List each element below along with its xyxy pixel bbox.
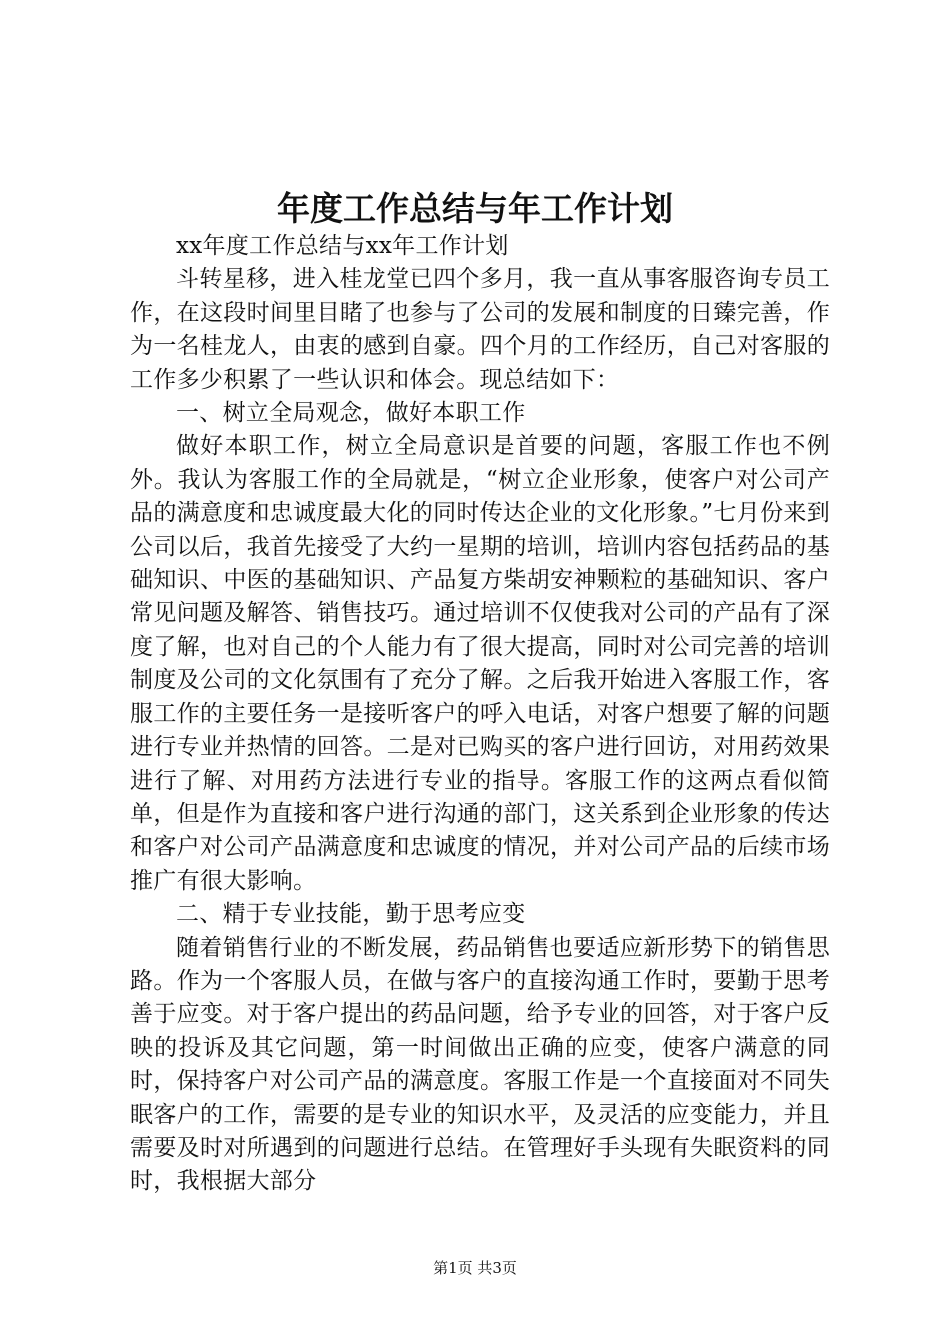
section-heading-1: 一、树立全局观念，做好本职工作 [176, 400, 526, 427]
document-body [130, 230, 830, 1199]
page-footer: 第1页 共3页 [433, 1259, 517, 1277]
section-heading-2: 二、精于专业技能，勤于思考应变 [176, 901, 526, 928]
section-1-paragraph: 做好本职工作，树立全局意识是首要的问题，客服工作也不例外。我认为客服工作的全局就是，“树立企业形象，使客户对公司产品的满意度和忠诚度最大化的同时传达企业的文化形象。”七月份来到公司以后，我首先接受了大约一星期的培训，培训内容包括药品的基础知识、中医的基础知识、产品复方柴胡安神颗粒的基础知识、客户常见问题及解答、销售技巧。通过培训不仅使我对公司的产品有了深度了解，也对自己的个人能力有了很大提高，同时对公司完善的培训制度及公司的文化氛围有了充分了解。之后我开始进入客服工作，客服工作的主要任务一是接听客户的呼入电话，对客户想要了解的问题进行专业并热情的回答。二是对已购买的客户进行回访，对用药效果进行了解、对用药方法进行专业的指导。客服工作的这两点看似简单，但是作为直接和客户进行沟通的部门，这关系到企业形象的传达和客户对公司产品满意度和忠诚度的情况，并对公司产品的后续市场推广有很大影响。 [130, 433, 830, 894]
subtitle-paragraph: xx年度工作总结与xx年工作计划 [176, 233, 509, 259]
page-title: 年度工作总结与年工作计划 [277, 189, 673, 228]
section-2-paragraph: 随着销售行业的不断发展，药品销售也要适应新形势下的销售思路。作为一个客服人员，在做与客户的直接沟通工作时，要勤于思考善于应变。对于客户提出的药品问题，给予专业的回答，对于客户反映的投诉及其它问题，第一时间做出正确的应变，使客户满意的同时，保持客户对公司产品的满意度。客服工作是一个直接面对不同失眠客户的工作，需要的是专业的知识水平，及灵活的应变能力，并且需要及时对所遇到的问题进行总结。在管理好手头现有失眠资料的同时，我根据大部分 [130, 934, 830, 1195]
intro-paragraph: 斗转星移，进入桂龙堂已四个多月，我一直从事客服咨询专员工作，在这段时间里目睹了也参与了公司的发展和制度的日臻完善，作为一名桂龙人，由衷的感到自豪。四个月的工作经历，自己对客服的工作多少积累了一些认识和体会。现总结如下： [130, 266, 830, 393]
